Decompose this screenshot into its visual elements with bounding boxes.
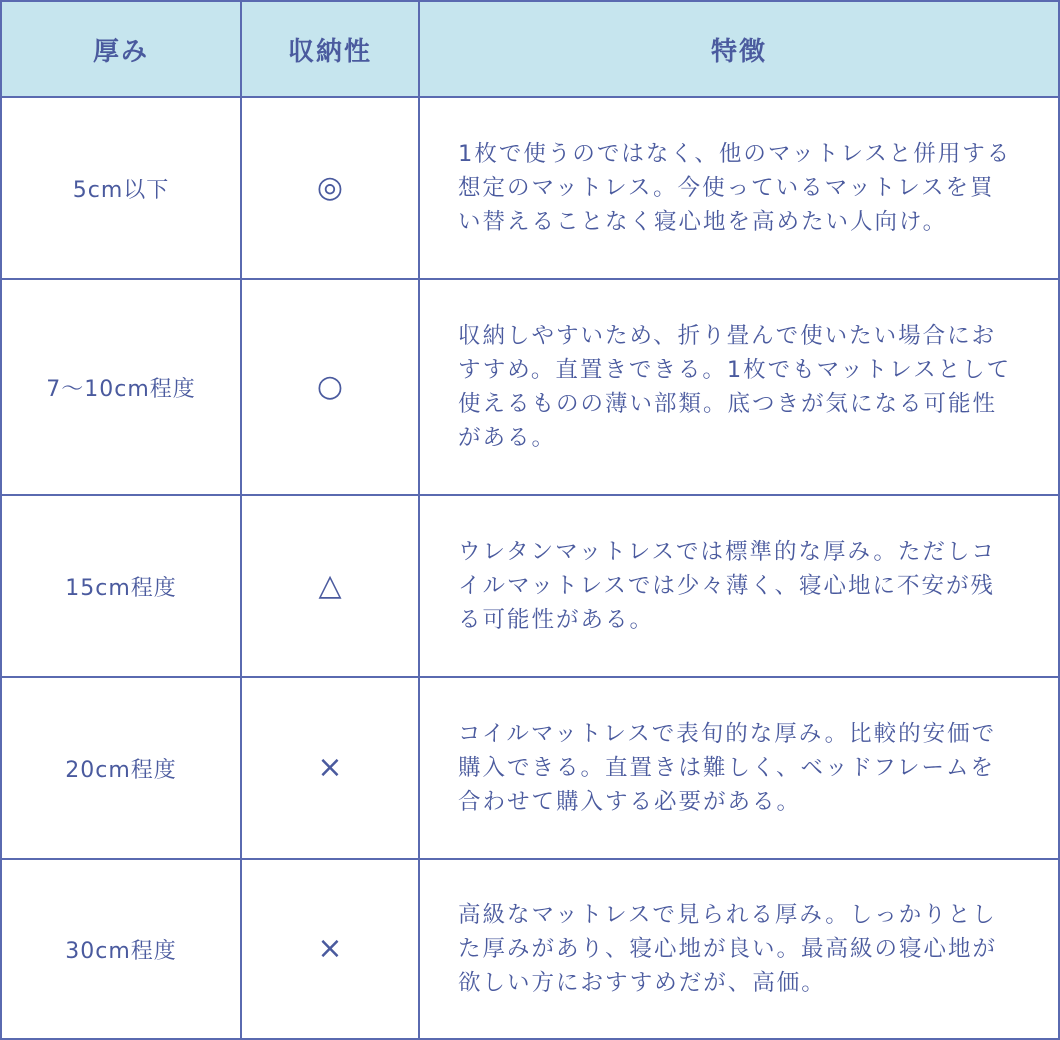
- storage-cell: [242, 678, 420, 858]
- features-text: 収納しやすいため、折り畳んで使いたい場合におすすめ。直置きできる。1枚でもマットレスとして使えるものの薄い部類。底つきが気になる可能性がある。: [458, 323, 1012, 451]
- table-row: [2, 278, 1058, 494]
- thickness-value: 7〜10cm程度: [46, 376, 196, 402]
- features-cell: [420, 98, 1058, 278]
- header-cell-features: [420, 2, 1058, 96]
- table-row: [2, 858, 1058, 1038]
- table-row: [2, 96, 1058, 278]
- storage-cell: [242, 496, 420, 676]
- header-cell-thickness: [2, 2, 242, 96]
- thickness-cell: [2, 496, 242, 676]
- features-text: ウレタンマットレスでは標準的な厚み。ただしコイルマットレスでは少々薄く、寝心地に不安が残る可能性がある。: [458, 539, 996, 633]
- storage-rating-icon: △: [318, 568, 342, 603]
- header-features: 特徴: [710, 36, 767, 67]
- table-row: [2, 676, 1058, 858]
- features-cell: [420, 860, 1058, 1038]
- header-cell-storage: [242, 2, 420, 96]
- storage-rating-icon: ◎: [316, 170, 344, 205]
- features-text: 1枚で使うのではなく、他のマットレスと併用する想定のマットレス。今使っているマットレスを買い替えることなく寝心地を高めたい人向け。: [458, 141, 1012, 235]
- storage-rating-icon: ×: [317, 750, 343, 785]
- storage-cell: [242, 860, 420, 1038]
- thickness-cell: [2, 280, 242, 494]
- thickness-value: 5cm以下: [72, 177, 170, 203]
- features-text: 高級なマットレスで見られる厚み。しっかりとした厚みがあり、寝心地が良い。最高級の寝心地が欲しい方におすすめだが、高価。: [458, 902, 998, 996]
- storage-cell: [242, 98, 420, 278]
- thickness-value: 15cm程度: [65, 575, 177, 601]
- storage-cell: [242, 280, 420, 494]
- storage-rating-icon: ○: [316, 369, 344, 404]
- thickness-cell: [2, 678, 242, 858]
- table-header-row: [2, 2, 1058, 96]
- header-storage: 収納性: [287, 36, 372, 67]
- thickness-cell: [2, 98, 242, 278]
- thickness-value: 20cm程度: [65, 757, 177, 783]
- features-cell: [420, 496, 1058, 676]
- thickness-cell: [2, 860, 242, 1038]
- features-text: コイルマットレスで表旬的な厚み。比較的安価で購入できる。直置きは難しく、ベッドフレームを合わせて購入する必要がある。: [458, 721, 997, 815]
- table-row: [2, 494, 1058, 676]
- storage-rating-icon: ×: [317, 931, 343, 966]
- thickness-value: 30cm程度: [65, 938, 177, 964]
- header-thickness: 厚み: [92, 36, 149, 67]
- features-cell: [420, 678, 1058, 858]
- features-cell: [420, 280, 1058, 494]
